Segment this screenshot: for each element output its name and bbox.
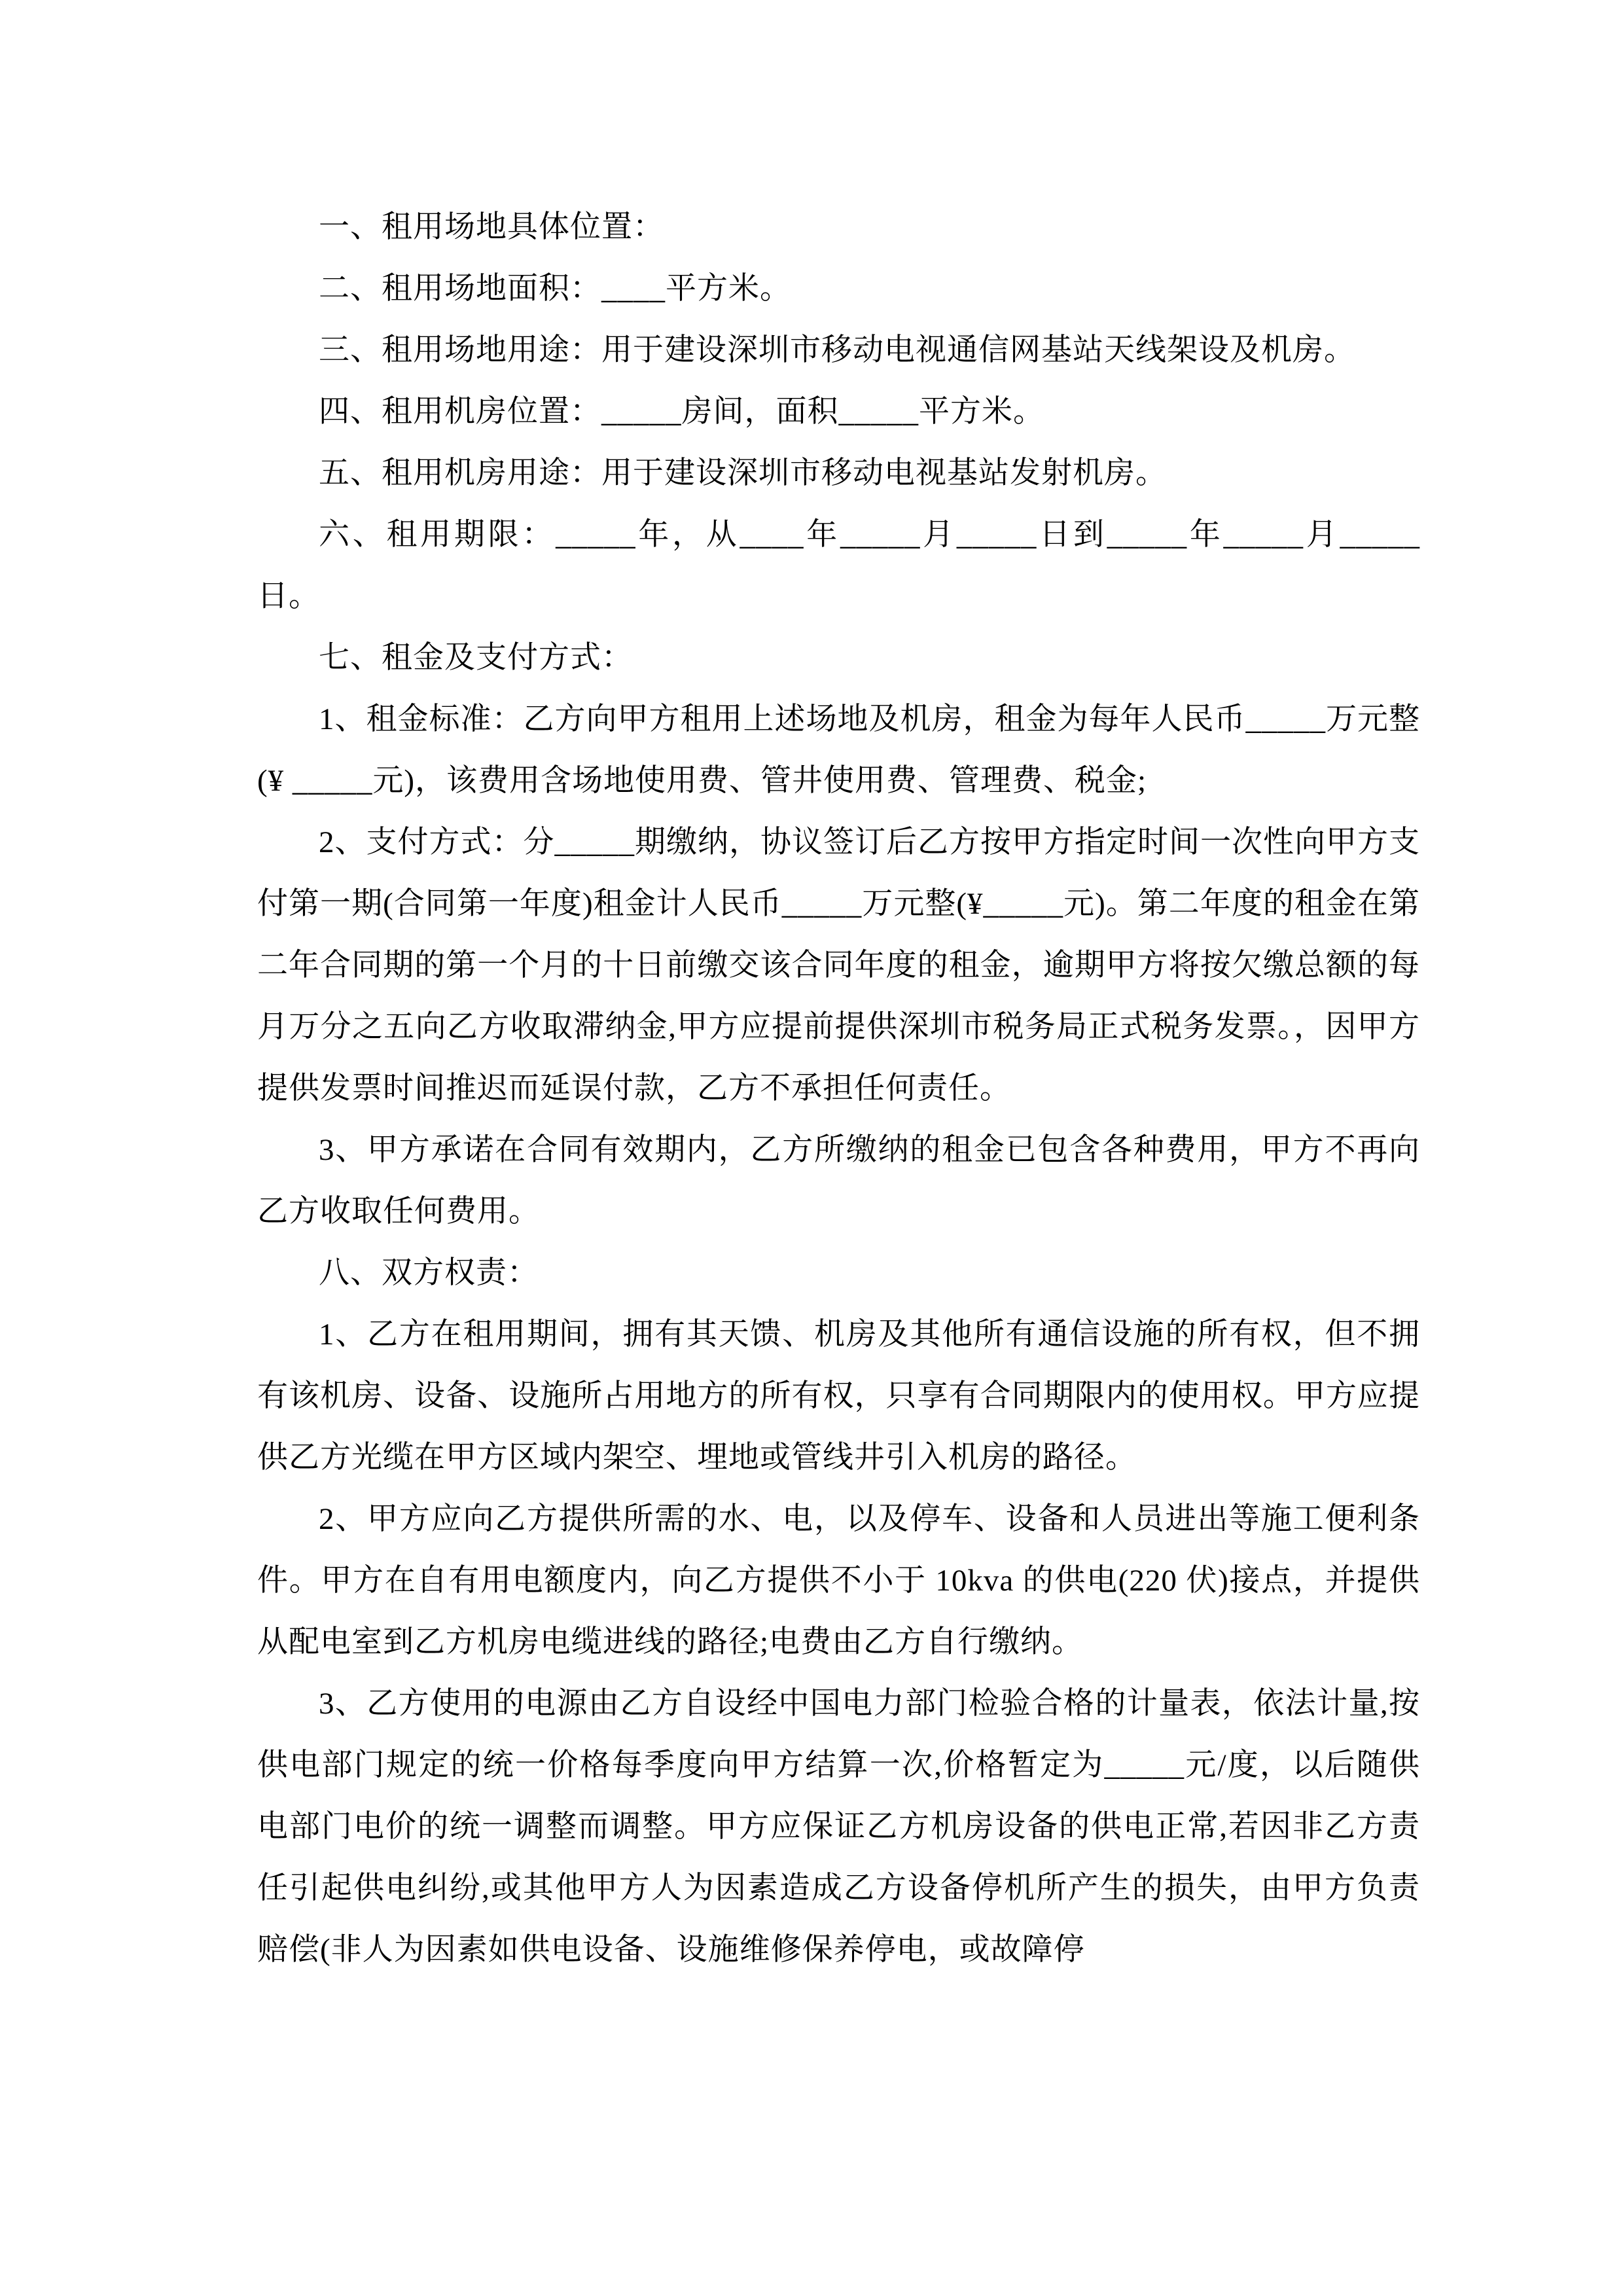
clause-lease-term: 六、租用期限：_____年，从____年_____月_____日到_____年_____月_____日。: [257, 518, 1420, 613]
clause-site-location: 一、租用场地具体位置：: [319, 210, 664, 244]
clause-rent-payment-heading: 七、租金及支付方式：: [319, 641, 633, 675]
clause-rights-heading: 八、双方权责：: [319, 1256, 539, 1290]
clause-site-usage: 三、租用场地用途：用于建设深圳市移动电视通信网基站天线架设及机房。: [319, 333, 1355, 367]
clause-ownership: 1、乙方在租用期间，拥有其天馈、机房及其他所有通信设施的所有权，但不拥有该机房、设备、设施所占用地方的所有权，只享有合同期限内的使用权。甲方应提供乙方光缆在甲方区域内架空、埋地或管线井引入机房的路径。: [257, 1318, 1420, 1475]
clause-fee-promise: 3、甲方承诺在合同有效期内，乙方所缴纳的租金已包含各种费用，甲方不再向乙方收取任何费用。: [257, 1133, 1420, 1229]
clause-room-usage: 五、租用机房用途：用于建设深圳市移动电视基站发射机房。: [319, 456, 1167, 490]
clause-utilities-access: 2、甲方应向乙方提供所需的水、电，以及停车、设备和人员进出等施工便利条件。甲方在自有用电额度内，向乙方提供不小于 10kva 的供电(220 伏)接点，并提供从配电室到乙方机房电缆进线的路径;电费由乙方自行缴纳。: [257, 1502, 1420, 1659]
clause-payment-method: 2、支付方式：分_____期缴纳，协议签订后乙方按甲方指定时间一次性向甲方支付第一期(合同第一年度)租金计人民币_____万元整(¥_____元)。第二年度的租金在第二年合同期的第一个月的十日前缴交该合同年度的租金，逾期甲方将按欠缴总额的每月万分之五向乙方收取滞纳金,甲方应提前提供深圳市税务局正式税务发票。，因甲方提供发票时间推迟而延误付款，乙方不承担任何责任。: [257, 825, 1420, 1105]
clause-room-location: 四、租用机房位置：_____房间，面积_____平方米。: [319, 395, 1044, 429]
clause-rent-standard: 1、租金标准：乙方向甲方租用上述场地及机房，租金为每年人民币_____万元整(¥ _____元)，该费用含场地使用费、管井使用费、管理费、税金;: [257, 702, 1420, 798]
clause-site-area: 二、租用场地面积：____平方米。: [319, 272, 791, 306]
clause-power-metering: 3、乙方使用的电源由乙方自设经中国电力部门检验合格的计量表，依法计量,按供电部门规定的统一价格每季度向甲方结算一次,价格暂定为_____元/度，以后随供电部门电价的统一调整而调整。甲方应保证乙方机房设备的供电正常,若因非乙方责任引起供电纠纷,或其他甲方人为因素造成乙方设备停机所产生的损失，由甲方负责赔偿(非人为因素如供电设备、设施维修保养停电，或故障停: [257, 1687, 1420, 1967]
